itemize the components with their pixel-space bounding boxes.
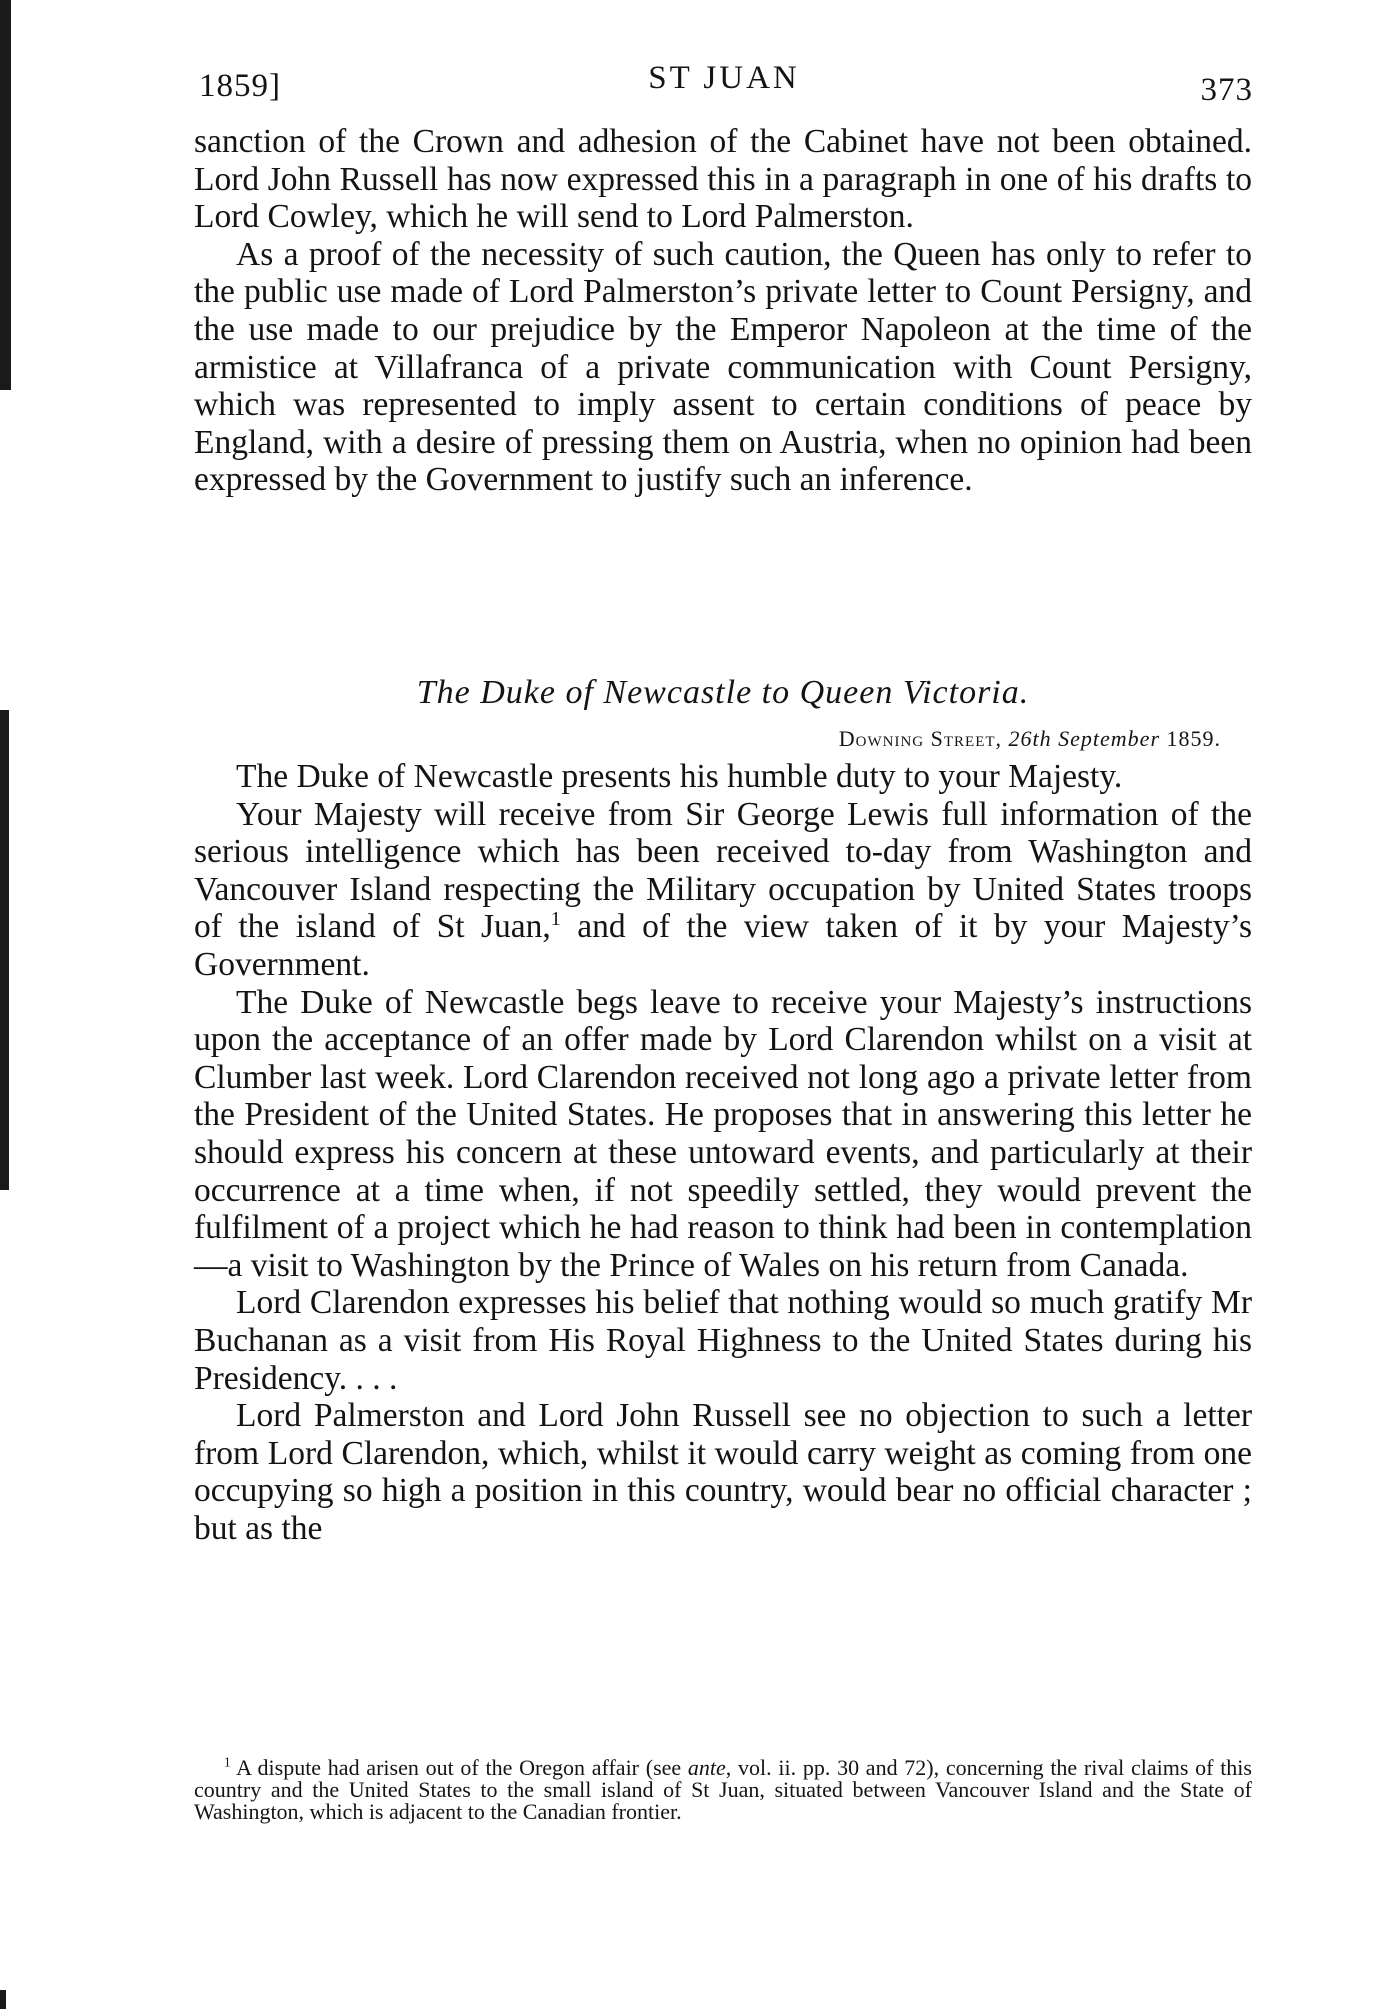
- page-number: 373: [1200, 72, 1253, 108]
- continuation-text: [194, 123, 1252, 499]
- letter-paragraph-3: The Duke of Newcastle begs leave to receive your Majesty’s instructions upon the acceptance of an offer made by Lord Clarendon whilst on a visit at Clumber last week. Lord Clarendon received not long ago a private letter from the President of the United States. He proposes that in answering this letter he should express his concern at these untoward events, and particularly at their occurrence at a time when, if not speedily settled, they would prevent the fulfilment of a project which he had reason to think had been in contemplation—a visit to Washington by the Prince of Wales on his return from Canada.: [194, 983, 1252, 1284]
- letter-paragraph-2-text-a: Your Majesty will receive from Sir George Lewis full information of the serious intelligence which has been received to-day from Washington and Vancouver Island respecting the Military occupation by United States troops of the island of St Juan,: [194, 795, 1252, 946]
- running-head-year: 1859]: [199, 68, 281, 104]
- letter-body: [194, 758, 1252, 1547]
- footnote-ante: ante: [687, 1755, 726, 1780]
- running-head: [195, 60, 1253, 110]
- letter-paragraph-5: Lord Palmerston and Lord John Russell see no objection to such a letter from Lord Clarendon, which, whilst it would carry weight as coming from one occupying so high a position in this country, would bear no official character ; but as the: [194, 1397, 1252, 1547]
- footnote: [194, 1754, 1252, 1824]
- scan-edge-mark-bottom: [0, 1990, 6, 2009]
- dateline-day: 26th September: [1008, 726, 1160, 751]
- running-head-title: ST JUAN: [648, 60, 800, 96]
- footnote-marker: 1: [224, 1754, 231, 1770]
- letter-dateline: [839, 726, 1221, 752]
- letter-heading: The Duke of Newcastle to Queen Victoria.: [416, 674, 1030, 711]
- continuation-paragraph-2: As a proof of the necessity of such caution, the Queen has only to refer to the public use made of Lord Palmerston’s private letter to Count Persigny, and the use made to our prejudice by the Emperor Napoleon at the time of the armistice at Villafranca of a private communication with Count Persigny, which was represented to imply assent to certain conditions of peace by England, with a desire of pressing them on Austria, when no opinion had been expressed by the Government to justify such an inference.: [194, 235, 1252, 499]
- footnote-reference: 1: [550, 908, 561, 931]
- letter-paragraph-2-text-b: and of the view taken of it by your Majesty’s Government.: [194, 908, 1252, 983]
- continuation-paragraph-1: sanction of the Crown and adhesion of the Cabinet have not been obtained. Lord John Russell has now expressed this in a paragraph in one of his drafts to Lord Cowley, which he will send to Lord Palmerston.: [194, 123, 1252, 236]
- dateline-year: 1859.: [1166, 726, 1221, 751]
- dateline-place: Downing Street,: [838, 726, 1003, 751]
- scan-edge-mark-top: [0, 0, 11, 390]
- letter-paragraph-2: [194, 796, 1252, 984]
- letter-paragraph-4: Lord Clarendon expresses his belief that nothing would so much gratify Mr Buchanan as a visit from His Royal Highness to the United States during his Presidency. . . .: [194, 1284, 1252, 1397]
- letter-paragraph-1: The Duke of Newcastle presents his humble duty to your Majesty.: [236, 758, 1123, 795]
- footnote-text-b: , vol. ii. pp. 30 and 72), concerning the rival claims of this country and the United States to the small island of St Juan, situated between Vancouver Island and the State of Washington, which is adjacent to the Canadian frontier.: [194, 1755, 1252, 1824]
- footnote-text-a: A dispute had arisen out of the Oregon affair (see: [230, 1755, 688, 1780]
- scan-edge-mark-middle: [0, 710, 9, 1190]
